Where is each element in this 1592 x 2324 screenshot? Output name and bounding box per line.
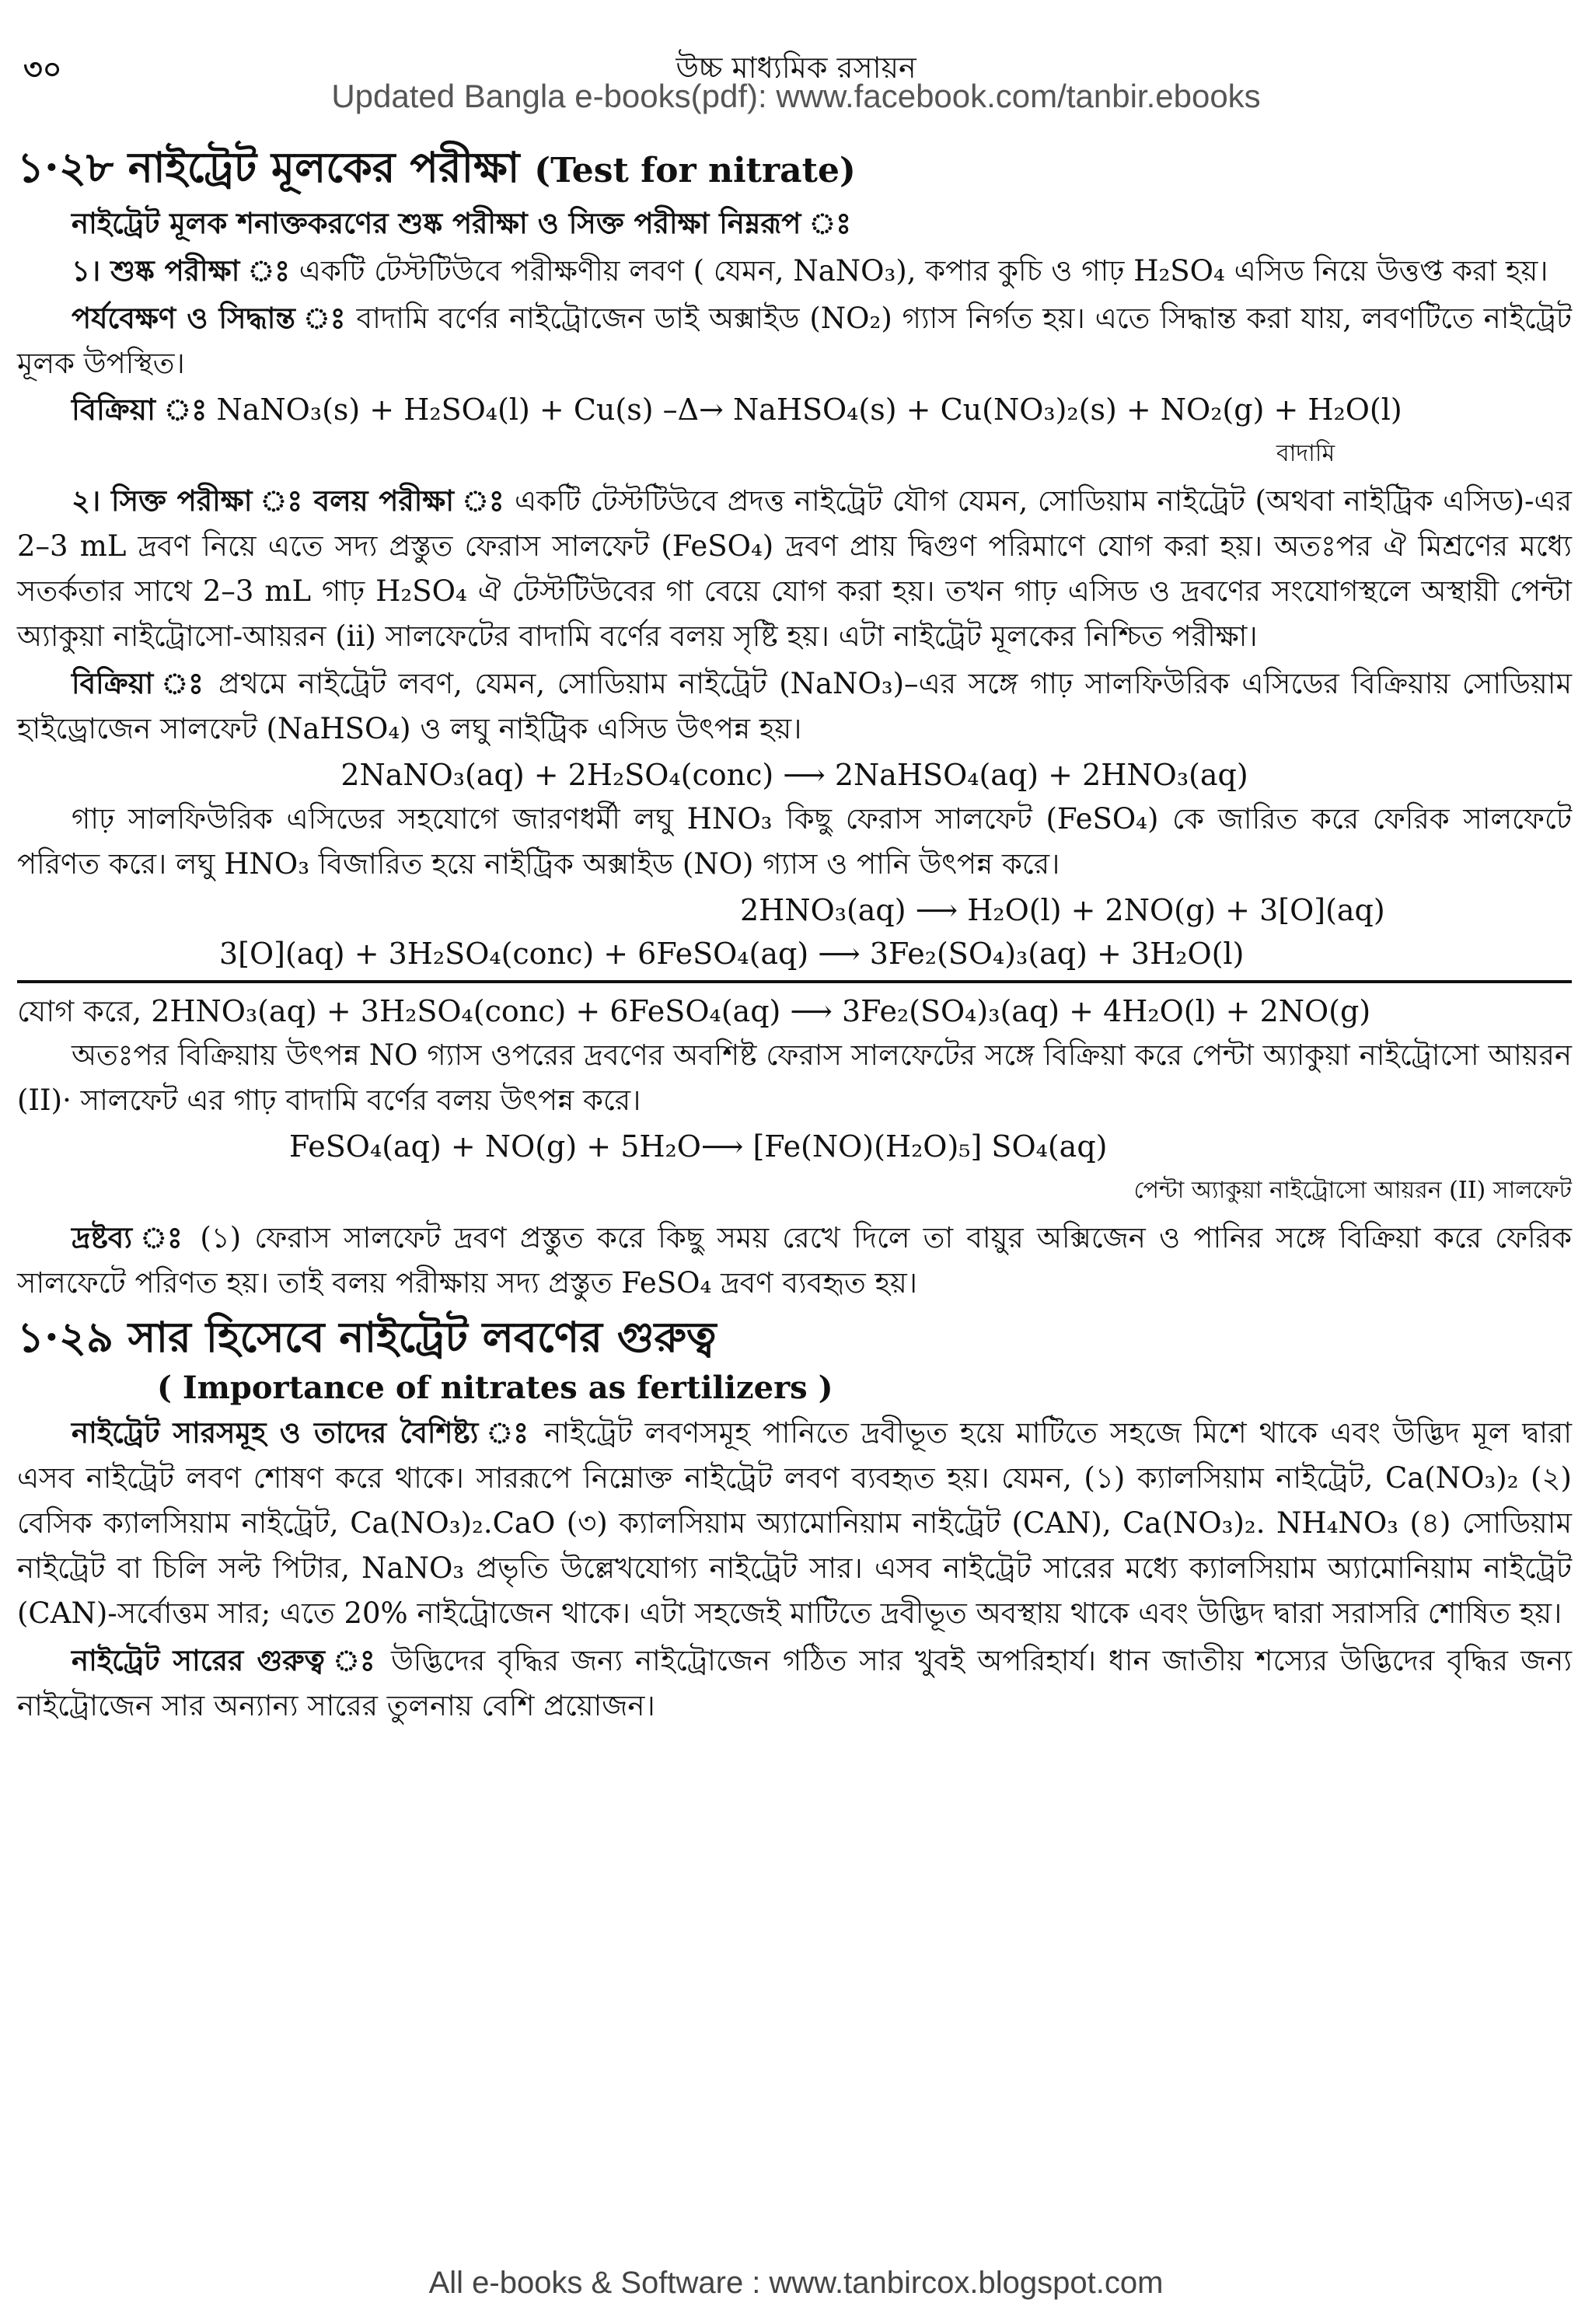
intro-paragraph: [17, 201, 1572, 246]
observation-label: পর্যবেক্ষণ ও সিদ্ধান্ত ঃ: [72, 301, 347, 335]
wet-test-text: একটি টেস্টটিউবে প্রদত্ত নাইট্রেট যৌগ যেমন, সোডিয়াম নাইট্রেট (অথবা নাইট্রিক এসিড)-এর 2–3 mL দ্রবণ নিয়ে এতে সদ্য প্রস্তুত ফেরাস সালফেট (FeSO₄) দ্রবণ প্রায় দ্বিগুণ পরিমাণে যোগ করা হয়। অতঃপর ঐ মিশ্রণের মধ্যে সতর্কতার সাথে 2–3 mL গাঢ় H₂SO₄ ঐ টেস্টটিউবের গা বেয়ে যোগ করা হয়। তখন গাঢ় এসিড ও দ্রবণের সংযোগস্থলে অস্থায়ী পেন্টা অ্যাকুয়া নাইট্রোসো-আয়রন (ii) সালফেটের বাদামি বর্ণের বলয় সৃষ্টি হয়। এটা নাইট্রেট মূলকের নিশ্চিত পরীক্ষা।: [17, 484, 1573, 653]
equation-3: 3[O](aq) + 3H₂SO₄(conc) + 6FeSO₄(aq) ⟶ 3Fe₂(SO₄)₃(aq) + 3H₂O(l): [219, 937, 1245, 971]
page-content: [17, 136, 1572, 1730]
paragraph-4: অতঃপর বিক্রিয়ায় উৎপন্ন NO গ্যাস ওপরের দ্রবণের অবশিষ্ট ফেরাস সালফেটের সঙ্গে বিক্রিয়া করে পেন্টা অ্যাকুয়া নাইট্রোসো আয়রন (II)· সালফেট এর গাঢ় বাদামি বর্ণের বলয় উৎপন্ন করে।: [17, 1038, 1572, 1117]
remark-paragraph: [17, 1215, 1572, 1306]
remark-label: দ্রষ্টব্য ঃ: [72, 1220, 187, 1254]
reaction2-text: প্রথমে নাইট্রেট লবণ, যেমন, সোডিয়াম নাইট্রেট (NaNO₃)–এর সঙ্গে গাঢ় সালফিউরিক এসিডের বিক্রিয়ায় সোডিয়াম হাইড্রোজেন সালফেট (NaHSO₄) ও লঘু নাইট্রিক এসিড উৎপন্ন হয়।: [17, 667, 1572, 745]
fertilizer-p2-text: উদ্ভিদের বৃদ্ধির জন্য নাইট্রোজেন গঠিত সার খুবই অপরিহার্য। ধান জাতীয় শস্যের উদ্ভিদের বৃদ্ধির জন্য নাইট্রোজেন সার অন্যান্য সারের তুলনায় বেশি প্রয়োজন।: [17, 1644, 1572, 1722]
reaction2-label: বিক্রিয়া ঃ: [72, 666, 207, 700]
dry-test-label: ১। শুষ্ক পরীক্ষা ঃ: [72, 253, 290, 288]
equation-1: 2NaNO₃(aq) + 2H₂SO₄(conc) ⟶ 2NaHSO₄(aq) + 2HNO₃(aq): [340, 758, 1248, 792]
remark-text: (১) ফেরাস সালফেট দ্রবণ প্রস্তুত করে কিছু সময় রেখে দিলে তা বায়ুর অক্সিজেন ও পানির সঙ্গে বিক্রিয়া করে ফেরিক সালফেটে পরিণত হয়। তাই বলয় পরীক্ষায় সদ্য প্রস্তুত FeSO₄ দ্রবণ ব্যবহৃত হয়।: [17, 1221, 1573, 1300]
section-heading-1-29: ১·২৯ সার হিসেবে নাইট্রেট লবণের গুরুত্ব: [17, 1312, 717, 1362]
dry-reaction-line: [17, 388, 1572, 431]
section-heading-en: (Test for nitrate): [534, 151, 856, 190]
fertilizer-paragraph-1: [17, 1410, 1572, 1636]
equation-sum: যোগ করে, 2HNO₃(aq) + 3H₂SO₄(conc) + 6FeSO₄(aq) ⟶ 3Fe₂(SO₄)₃(aq) + 4H₂O(l) + 2NO(g): [17, 994, 1371, 1028]
dry-test-text: একটি টেস্টটিউবে পরীক্ষণীয় লবণ ( যেমন, NaNO₃), কপার কুচি ও গাঢ় H₂SO₄ এসিড নিয়ে উত্তপ্ত করা হয়।: [298, 254, 1548, 288]
equation-4-note: পেন্টা অ্যাকুয়া নাইট্রোসো আয়রন (II) সালফেট: [1133, 1177, 1572, 1204]
footer-text: All e-books & Software : www.tanbircox.blogspot.com: [428, 2266, 1164, 2300]
watermark-text: Updated Bangla e-books(pdf): www.facebook.com/tanbir.ebooks: [331, 78, 1261, 114]
observation-paragraph: [17, 295, 1572, 386]
fertilizer-p1-label: নাইট্রেট সারসমূহ ও তাদের বৈশিষ্ট্য ঃ: [72, 1415, 532, 1450]
book-title: উচ্চ মাধ্যমিক রসায়ন: [676, 51, 916, 85]
reaction2-paragraph: [17, 661, 1572, 752]
equation-2: 2HNO₃(aq) ⟶ H₂O(l) + 2NO(g) + 3[O](aq): [740, 893, 1385, 927]
fertilizer-p2-label: নাইট্রেট সারের গুরুত্ব ঃ: [72, 1643, 379, 1677]
wet-test-paragraph: [17, 478, 1572, 659]
fertilizer-paragraph-2: [17, 1638, 1572, 1729]
dry-reaction-note: বাদামি: [1276, 440, 1335, 467]
section-heading-1-28: [17, 139, 1572, 199]
equation-4: FeSO₄(aq) + NO(g) + 5H₂O⟶ [Fe(NO)(H₂O)₅] SO₄(aq): [289, 1129, 1108, 1164]
section-heading-bn: ১·২৮ নাইট্রেট মূলকের পরীক্ষা: [17, 142, 520, 192]
paragraph-3: গাঢ় সালফিউরিক এসিডের সহযোগে জারণধর্মী লঘু HNO₃ কিছু ফেরাস সালফেট (FeSO₄) কে জারিত করে ফেরিক সালফেটে পরিণত করে। লঘু HNO₃ বিজারিত হয়ে নাইট্রিক অক্সাইড (NO) গ্যাস ও পানি উৎপন্ন করে।: [17, 802, 1572, 881]
observation-text: বাদামি বর্ণের নাইট্রোজেন ডাই অক্সাইড (NO₂) গ্যাস নির্গত হয়। এতে সিদ্ধান্ত করা যায়, লবণটিতে নাইট্রেট মূলক উপস্থিত।: [17, 302, 1572, 380]
fertilizer-p1-text: নাইট্রেট লবণসমূহ পানিতে দ্রবীভূত হয়ে মাটিতে সহজে মিশে থাকে এবং উদ্ভিদ মূল দ্বারা এসব নাইট্রেট লবণ শোষণ করে থাকে। সাররূপে নিম্নোক্ত নাইট্রেট লবণ ব্যবহৃত হয়। যেমন, (১) ক্যালসিয়াম নাইট্রেট, Ca(NO₃)₂ (২) বেসিক ক্যালসিয়াম নাইট্রেট, Ca(NO₃)₂.CaO (৩) ক্যালসিয়াম অ্যামোনিয়াম নাইট্রেট (CAN), Ca(NO₃)₂. NH₄NO₃ (৪) সোডিয়াম নাইট্রেট বা চিলি সল্ট পিটার, NaNO₃ প্রভৃতি উল্লেখযোগ্য নাইট্রেট সার। এসব নাইট্রেট সারের মধ্যে ক্যালসিয়াম অ্যামোনিয়াম নাইট্রেট (CAN)-সর্বোত্তম সার; এতে 20% নাইট্রোজেন থাকে। এটা সহজেই মাটিতে দ্রবীভূত অবস্থায় থাকে এবং উদ্ভিদ দ্বারা সরাসরি শোষিত হয়।: [17, 1416, 1573, 1630]
section-heading-1-29-en: ( Importance of nitrates as fertilizers ): [157, 1370, 833, 1406]
wet-test-label: ২। সিক্ত পরীক্ষা ঃ বলয় পরীক্ষা ঃ: [72, 483, 505, 518]
page-number: ৩০: [23, 51, 62, 86]
sum-divider: [17, 980, 1572, 983]
reaction-label: বিক্রিয়া ঃ: [72, 392, 208, 427]
dry-test-paragraph: [17, 248, 1572, 294]
dry-reaction-equation: NaNO₃(s) + H₂SO₄(l) + Cu(s) –Δ→ NaHSO₄(s) + Cu(NO₃)₂(s) + NO₂(g) + H₂O(l): [216, 393, 1402, 427]
intro-text: নাইট্রেট মূলক শনাক্তকরণের শুষ্ক পরীক্ষা ও সিক্ত পরীক্ষা নিম্নরূপ ঃ: [72, 206, 851, 240]
